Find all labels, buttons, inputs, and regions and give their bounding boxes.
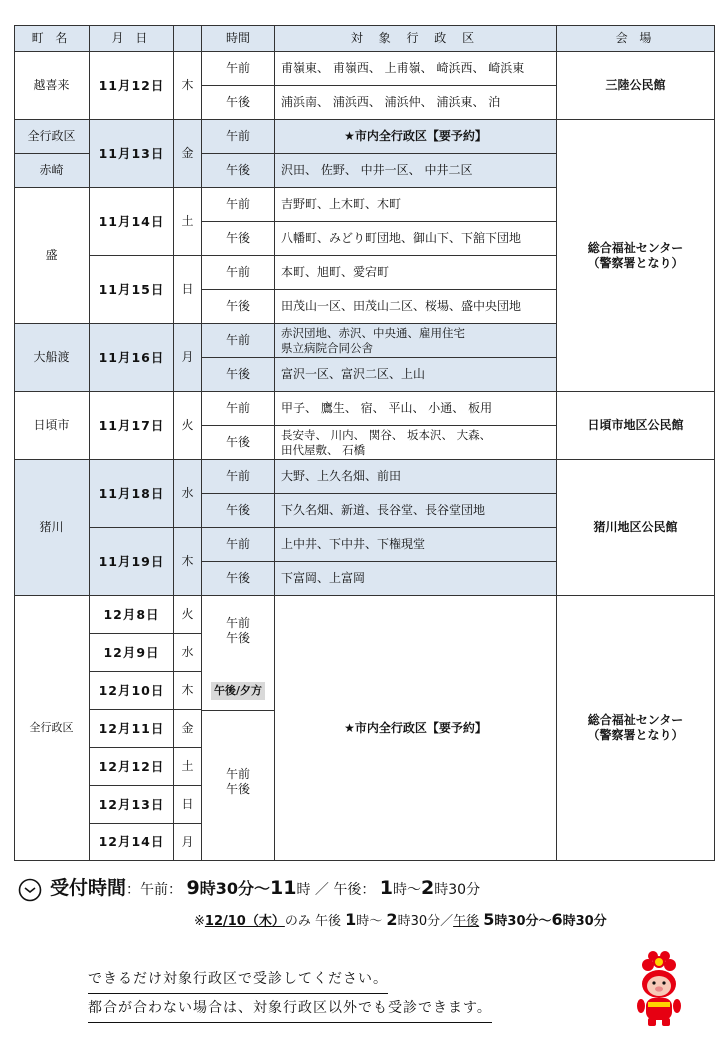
dow-cell: 金: [174, 120, 202, 188]
venue-cell: 三陸公民館: [557, 52, 715, 120]
town-cell: 盛: [14, 188, 90, 324]
am-start-hour: 9: [186, 877, 200, 899]
venue-cell: 猪川地区公民館: [557, 460, 715, 596]
date-cell: 11月14日: [90, 188, 174, 256]
note-h4: 6: [551, 910, 563, 929]
area-cell: ★市内全行政区【要予約】: [275, 120, 557, 154]
am-end-rest: 時: [296, 882, 311, 898]
area-cell: 甲子、 鷹生、 宿、 平山、 小通、 板用: [275, 392, 557, 426]
header-time: 時間: [202, 25, 275, 52]
time-cell: 午前: [202, 120, 275, 154]
date-cell: 11月18日: [90, 460, 174, 528]
area-cell: 上中井、下中井、下権現堂: [275, 528, 557, 562]
evening-badge: 午後/夕方: [211, 682, 265, 700]
area-cell: 下久名畑、新道、長谷堂、長谷堂団地: [275, 494, 557, 528]
pm-end-hour: 2: [421, 877, 435, 899]
dow-cell: 月: [174, 824, 202, 861]
pm-start-rest: 時〜: [393, 882, 422, 898]
note-h3: 5: [483, 910, 495, 929]
town-cell: 全行政区: [14, 596, 90, 861]
time-cell: 午後: [202, 562, 275, 596]
note-t4: 時30分: [562, 914, 607, 929]
dow-cell: 水: [174, 634, 202, 672]
time-cell-evening: [202, 672, 275, 710]
dow-cell: 月: [174, 324, 202, 392]
am-start-rest: 時30分〜: [199, 879, 270, 898]
area-cell: 沢田、 佐野、 中井一区、 中井二区: [275, 154, 557, 188]
dow-cell: 木: [174, 672, 202, 710]
note-date: 12/10（木）: [204, 914, 285, 929]
time-cell: 午後: [202, 494, 275, 528]
header-date: 月 日: [90, 25, 174, 52]
date-cell: 11月15日: [90, 256, 174, 324]
area-cell: 田茂山一区、田茂山二区、桜場、盛中央団地: [275, 290, 557, 324]
header-area: 対 象 行 政 区: [275, 25, 557, 52]
date-cell: 11月19日: [90, 528, 174, 596]
note-t2: 時30分／: [397, 914, 454, 929]
note-t1: 時〜: [356, 914, 383, 929]
time-cell: 午前: [202, 256, 275, 290]
time-cell: 午後: [202, 222, 275, 256]
date-cell: 12月14日: [90, 824, 174, 861]
time-cell: 午後: [202, 426, 275, 460]
notice-line-2: 都合が合わない場合は、対象行政区以外でも受診できます。: [88, 994, 492, 1023]
time-cell: 午前: [202, 188, 275, 222]
time-cell: 午前: [202, 528, 275, 562]
town-cell: 猪川: [14, 460, 90, 596]
area-cell: ★市内全行政区【要予約】: [275, 596, 557, 861]
date-cell: 11月13日: [90, 120, 174, 188]
area-cell: 長安寺、 川内、 関谷、 坂本沢、 大森、 田代屋敷、 石橋: [275, 426, 557, 460]
area-cell: 八幡町、みどり町団地、御山下、下舘下団地: [275, 222, 557, 256]
area-cell: 大野、上久名畑、前田: [275, 460, 557, 494]
dow-cell: 水: [174, 460, 202, 528]
time-cell: 午前 午後: [202, 596, 275, 672]
dow-cell: 木: [174, 528, 202, 596]
time-cell: 午後: [202, 86, 275, 120]
dow-cell: 金: [174, 710, 202, 748]
notice-message: [88, 965, 492, 1023]
date-cell: 12月8日: [90, 596, 174, 634]
venue-cell: 総合福祉センター （警察署となり）: [557, 120, 715, 392]
dow-cell: 木: [174, 52, 202, 120]
time-cell: 午前: [202, 324, 275, 358]
time-cell: 午後: [202, 290, 275, 324]
town-cell: 大船渡: [14, 324, 90, 392]
time-cell: 午前: [202, 52, 275, 86]
note-pm: 午後: [453, 914, 480, 929]
town-cell: 赤崎: [14, 154, 90, 188]
note-h1: 1: [345, 910, 357, 929]
pm-label: ／ 午後：: [314, 882, 376, 898]
date-cell: 11月17日: [90, 392, 174, 460]
am-end-hour: 11: [269, 877, 297, 899]
pm-end-rest: 時30分: [434, 882, 481, 898]
header-dow: [174, 25, 202, 52]
reception-line: [50, 873, 480, 900]
town-cell: 日頃市: [14, 392, 90, 460]
time-cell: 午後: [202, 358, 275, 392]
reception-title: 受付時間: [50, 877, 127, 899]
date-cell: 12月11日: [90, 710, 174, 748]
area-cell: 富沢一区、富沢二区、上山: [275, 358, 557, 392]
date-cell: 12月9日: [90, 634, 174, 672]
area-cell: 本町、旭町、愛宕町: [275, 256, 557, 290]
reception-note: [194, 910, 607, 929]
area-cell: 赤沢団地、赤沢、中央通、雇用住宅 県立病院合同公舎: [275, 324, 557, 358]
town-cell: 全行政区: [14, 120, 90, 154]
dow-cell: 土: [174, 188, 202, 256]
date-cell: 12月10日: [90, 672, 174, 710]
area-cell: 下富岡、上富岡: [275, 562, 557, 596]
time-cell: 午前: [202, 392, 275, 426]
time-cell: 午前: [202, 460, 275, 494]
area-cell: 甫嶺東、 甫嶺西、 上甫嶺、 崎浜西、 崎浜東: [275, 52, 557, 86]
note-mid: のみ 午後: [284, 914, 341, 929]
area-cell: 吉野町、上木町、木町: [275, 188, 557, 222]
date-cell: 12月13日: [90, 786, 174, 824]
header-town: 町 名: [14, 25, 90, 52]
note-t3: 時30分〜: [494, 914, 552, 929]
dow-cell: 火: [174, 596, 202, 634]
notice-line-1: できるだけ対象行政区で受診してください。: [88, 965, 388, 994]
pm-start-hour: 1: [379, 877, 394, 899]
note-h2: 2: [386, 910, 398, 929]
reception-hours: [18, 873, 718, 943]
time-cell: 午前 午後: [202, 710, 275, 861]
am-label: ：午前：: [126, 882, 183, 898]
area-cell: 浦浜南、 浦浜西、 浦浜仲、 浦浜東、 泊: [275, 86, 557, 120]
town-cell: 越喜来: [14, 52, 90, 120]
header-venue: 会 場: [557, 25, 715, 52]
dow-cell: 日: [174, 786, 202, 824]
time-cell: 午後: [202, 154, 275, 188]
clock-icon: [18, 878, 42, 902]
dow-cell: 火: [174, 392, 202, 460]
date-cell: 11月16日: [90, 324, 174, 392]
dow-cell: 日: [174, 256, 202, 324]
date-cell: 12月12日: [90, 748, 174, 786]
date-cell: 11月12日: [90, 52, 174, 120]
mascot-icon: [626, 950, 692, 1030]
note-prefix: ※: [194, 914, 205, 929]
venue-cell: 日頃市地区公民館: [557, 392, 715, 460]
dow-cell: 土: [174, 748, 202, 786]
venue-cell: 総合福祉センター （警察署となり）: [557, 596, 715, 861]
